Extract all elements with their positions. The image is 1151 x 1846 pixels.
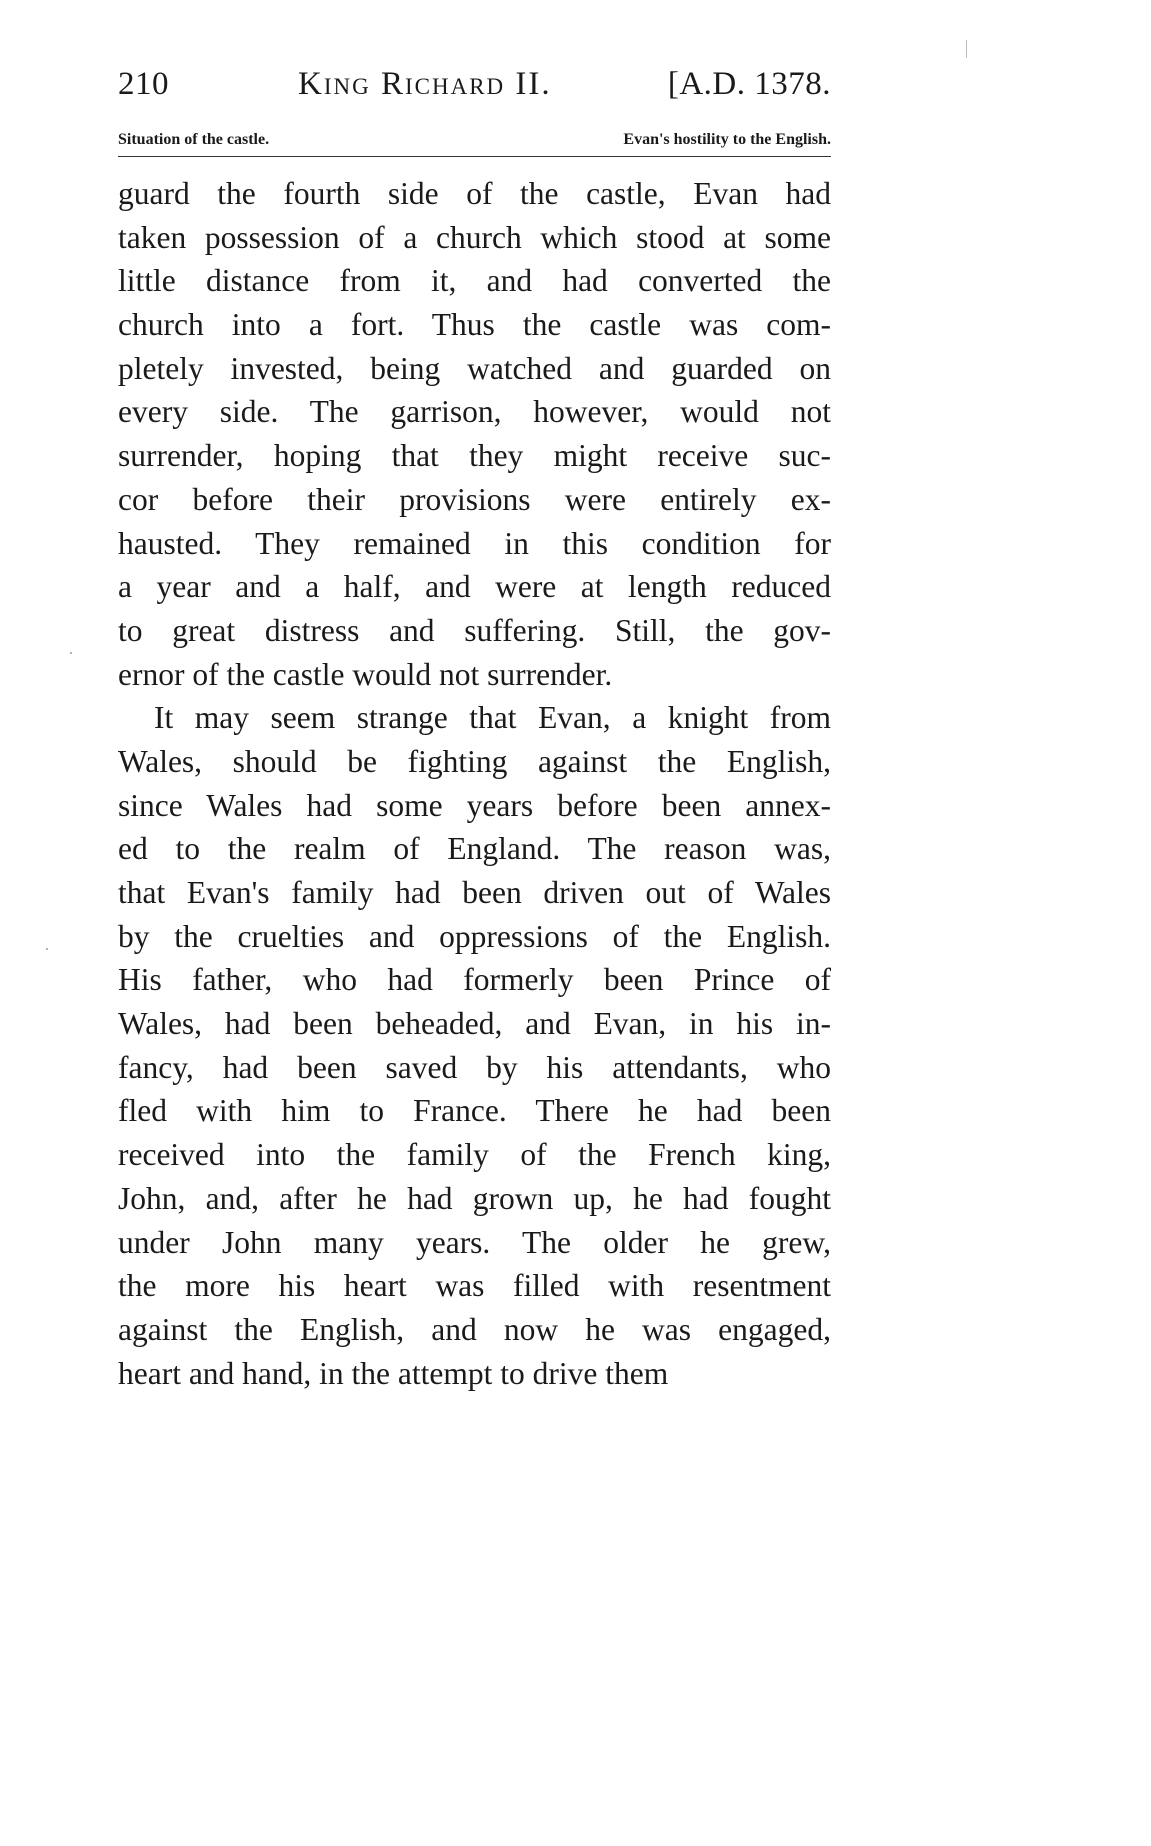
text-line: ernor of the castle would not surrender. (118, 656, 613, 692)
text-line: against the English, and now he was engaged, (118, 1311, 831, 1347)
text-line: since Wales had some years before been annex- (118, 787, 831, 823)
marginal-summary (118, 128, 831, 152)
text-line: ed to the realm of England. The reason was, (118, 831, 831, 867)
paper-speck (70, 652, 72, 654)
paper-speck (46, 948, 48, 950)
text-line: the more his heart was filled with resentment (118, 1268, 831, 1304)
text-line: to great distress and suffering. Still, the gov- (118, 612, 831, 648)
paper-speck (966, 40, 967, 58)
text-line: cor before their provisions were entirely ex- (118, 481, 831, 517)
text-line: that Evan's family had been driven out of Wales (118, 875, 831, 910)
text-line: received into the family of the French king, (118, 1137, 831, 1173)
text-line: Wales, should be fighting against the English, (118, 743, 831, 779)
text-line: Wales, had been beheaded, and Evan, in his in- (118, 1006, 831, 1042)
text-line: little distance from it, and had converted the (118, 263, 831, 299)
text-line: by the cruelties and oppressions of the English. (118, 918, 831, 954)
text-line: fled with him to France. There he had been (118, 1093, 831, 1129)
text-line: a year and a half, and were at length reduced (118, 569, 831, 605)
text-line: guard the fourth side of the castle, Evan had (118, 176, 831, 211)
text-line: It may seem strange that Evan, a knight from (154, 700, 831, 736)
text-line: taken possession of a church which stood at some (118, 219, 831, 255)
text-line: His father, who had formerly been Prince of (118, 962, 831, 998)
text-line: fancy, had been saved by his attendants, who (118, 1049, 831, 1085)
text-line: pletely invested, being watched and guarded on (118, 350, 831, 386)
running-header (118, 62, 831, 106)
text-line: under John many years. The older he grew, (118, 1224, 831, 1260)
page-number: 210 (118, 66, 169, 102)
summary-left: Situation of the castle. (118, 131, 270, 148)
text-line: heart and hand, in the attempt to drive them (118, 1355, 669, 1391)
text-line: hausted. They remained in this condition for (118, 525, 831, 561)
header-rule (118, 156, 831, 157)
text-line: John, and, after he had grown up, he had fought (118, 1180, 831, 1216)
summary-right: Evan's hostility to the English. (623, 131, 831, 148)
running-title: King Richard II. (298, 66, 552, 102)
text-line: church into a fort. Thus the castle was com- (118, 307, 831, 343)
text-line: surrender, hoping that they might receive suc- (118, 438, 831, 474)
text-line: every side. The garrison, however, would not (118, 394, 831, 430)
body-text (118, 172, 831, 1395)
header-date: [A.D. 1378. (667, 66, 831, 102)
